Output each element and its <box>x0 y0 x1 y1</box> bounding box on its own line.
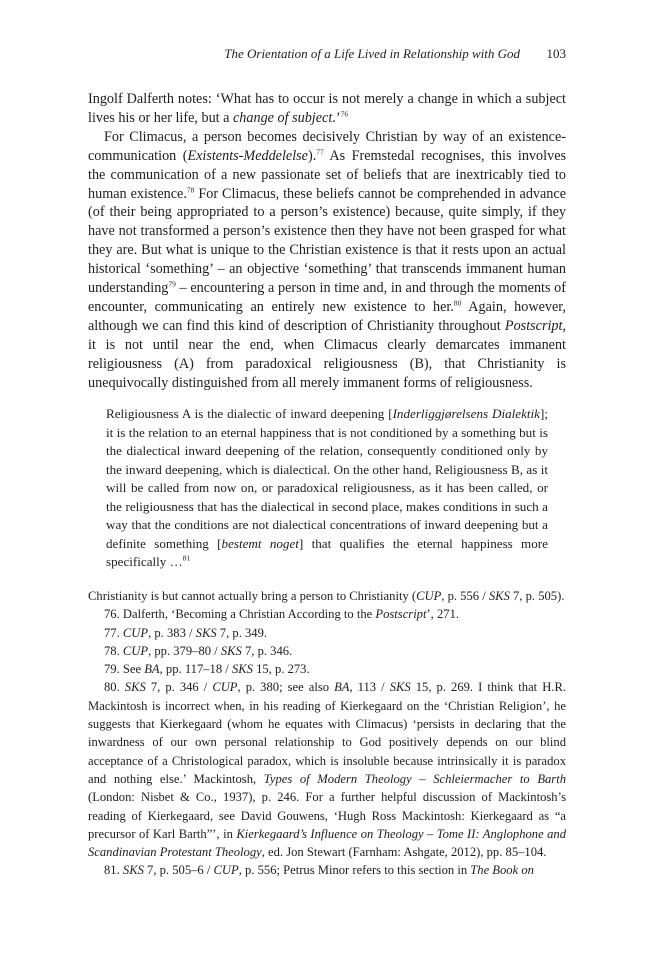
footnote-80: 80. SKS 7, p. 346 / CUP, p. 380; see also BA, 113 / SKS 15, p. 269. I think that H.R. Mackintosh is incorrect when, in his reading of Kierkegaard on the ‘Christian Religion’, he suggests that Kierkegaard (whom he equates with Climacus) ‘persists in declaring that the inwardness of our own personal relationship to God positively depends on our blind acceptance of a Christological paradox, which is insoluble because intrinsically it is paradox and nothing else.’ Mackintosh, Types of Modern Theology – Schleiermacher to Barth (London: Nisbet & Co., 1937), p. 246. For a further helpful discussion of Mackintosh’s reading of Kierkegaard, see David Gouwens, ‘Hugh Ross Mackintosh: Kierkegaard as “a precursor of Karl Barth”’, in Kierkegaard’s Influence on Theology – Tome II: Anglophone and Scandinavian Protestant Theology, ed. Jon Stewart (Farnham: Ashgate, 2012), pp. 85–104. <box>88 680 567 860</box>
block-quote <box>106 405 548 572</box>
footnote-ref-81[interactable]: 81 <box>182 553 191 563</box>
paragraph-2: For Climacus, a person becomes decisively Christian by way of an existence-communication (Existents-Meddelelse).$^{77}$ As Fremstedal recognises, this involves the communication of a new passionate set of beliefs that are inextricably tied to human existence.$^{78}$ For Climacus, these beliefs cannot be comprehended in advance (of their being appropriated to a person’s existence) because, quite simply, if they have not transformed a person’s existence then they have not been grasped for what they are. But what is unique to the Christian existence is that it rests upon an actual historical ‘something’ – an objective ‘something’ that transcends immanent human understanding$^{79}$ – encountering a person in time and, in and through the moments of encounter, communicating an entirely new existence to her.$^{80}$ Again, however, although we can find this kind of description of Christianity throughout Postscript, it is not until near the end, when Climacus clearly demarcates immanent religiousness (A) from paradoxical religiousness (B), that Christianity is unequivocally distinguished from all merely immanent forms of religiousness. <box>88 128 567 391</box>
paragraph-1: Ingolf Dalferth notes: ‘What has to occur is not merely a change in which a subject lives his or her life, but a change of subject.’$^{76}$ <box>88 91 566 126</box>
body-text <box>88 90 566 393</box>
footnote-ref-79[interactable]: 79 <box>168 279 176 289</box>
footnote-78: 78. CUP, pp. 379–80 / SKS 7, p. 346. <box>104 643 293 658</box>
footnote-81: 81. SKS 7, p. 505–6 / CUP, p. 556; Petrus Minor refers to this section in The Book on <box>104 863 534 878</box>
footnote-ref-77[interactable]: 77 <box>316 146 324 156</box>
footnote-ref-80[interactable]: 80 <box>453 298 462 308</box>
footnotes <box>88 587 566 880</box>
page-number: 103 <box>546 46 566 61</box>
block-quote-text: Religiousness A is the dialectic of inward deepening [Inderliggjørelsens Dialektik]; it is the relation to an eternal happiness that is not conditioned by a something but is the dialectical inward deepening of the relation, consequently conditioned only by the inward deepening, which is dialectical. On the other hand, Religiousness B, as it will be called from now on, or paradoxical religiousness, as it has been called, or the religiousness that has the dialectical in second place, makes conditions in such a way that the conditions are not dialectical concentrations of inward deepening but a definite something [bestemt noget] that qualifies the eternal happiness more specifically …$^{81}$ <box>106 406 548 569</box>
footnote-ref-76[interactable]: 76 <box>340 109 349 119</box>
running-title: The Orientation of a Life Lived in Relationship with God <box>224 46 520 61</box>
footnote-77: 77. CUP, p. 383 / SKS 7, p. 349. <box>104 625 268 640</box>
footnote-ref-78[interactable]: 78 <box>186 184 195 194</box>
footnote-79: 79. See BA, pp. 117–18 / SKS 15, p. 273. <box>104 662 310 677</box>
footnote-76: 76. Dalferth, ‘Becoming a Christian According to the Postscript’, 271. <box>104 607 460 622</box>
footnote-continued: Christianity is but cannot actually bring a person to Christianity (CUP, p. 556 / SKS 7, p. 505). <box>88 589 565 603</box>
